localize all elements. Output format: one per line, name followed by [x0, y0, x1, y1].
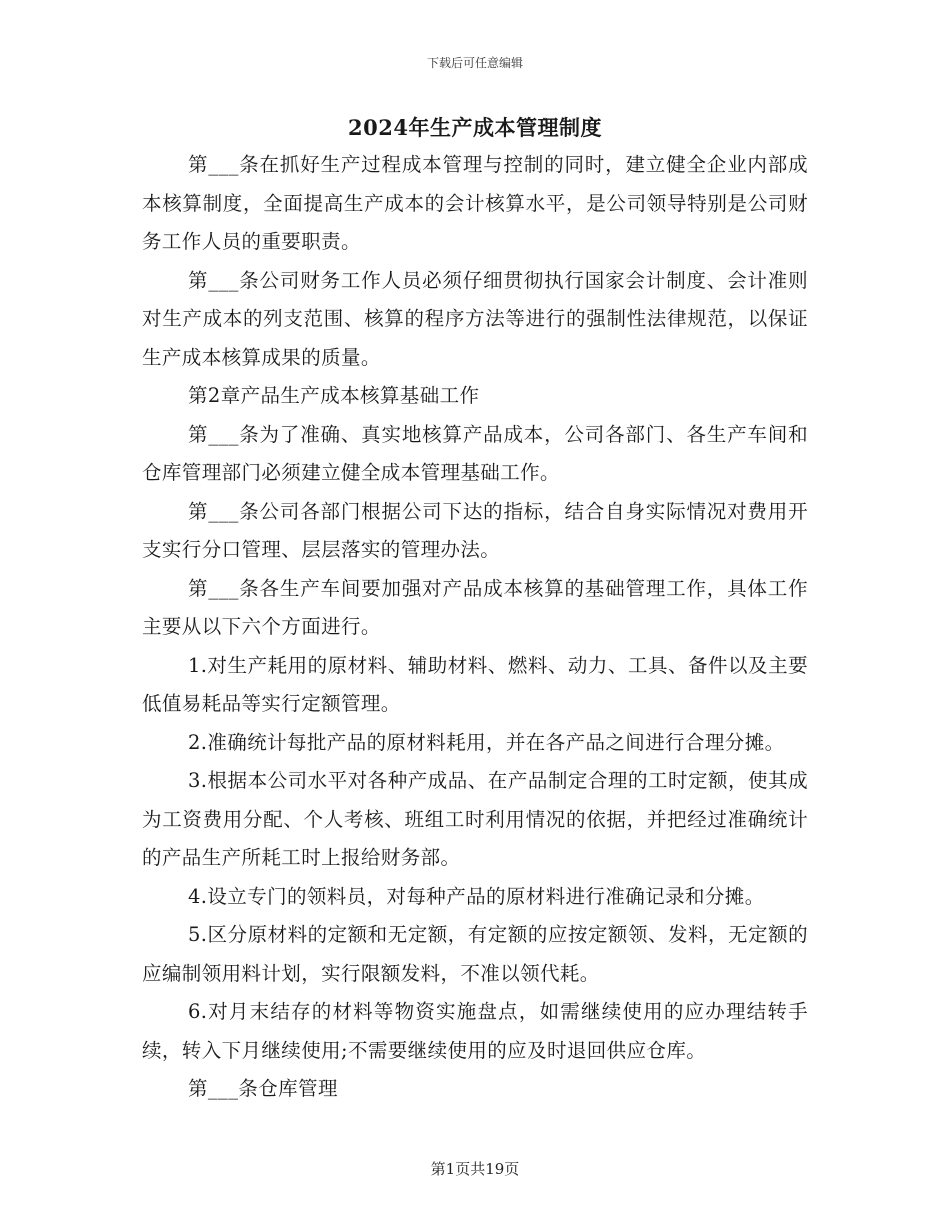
paragraph: 第___条仓库管理: [188, 1077, 338, 1100]
document-body: [142, 146, 808, 1109]
list-item: 2.准确统计每批产品的原材料耗用，并在各产品之间进行合理分摊。: [188, 730, 785, 754]
page-header-note: 下载后可任意编辑: [426, 56, 523, 70]
list-item: 4.设立专门的领料员，对每种产品的原材料进行准确记录和分摊。: [188, 884, 765, 908]
paragraph: 第___条在抓好生产过程成本管理与控制的同时，建立健全企业内部成本核算制度，全面提高生产成本的会计核算水平，是公司领导特别是公司财务工作人员的重要职责。: [142, 153, 808, 253]
paragraph: 第___条为了准确、真实地核算产品成本，公司各部门、各生产车间和仓库管理部门必须建立健全成本管理基础工作。: [142, 422, 808, 484]
paragraph: 第___条公司各部门根据公司下达的指标，结合自身实际情况对费用开支实行分口管理、层层落实的管理办法。: [142, 499, 808, 561]
paragraph: 第___条公司财务工作人员必须仔细贯彻执行国家会计制度、会计准则对生产成本的列支范围、核算的程序方法等进行的强制性法律规范，以保证生产成本核算成果的质量。: [142, 268, 808, 369]
list-item: 1.对生产耗用的原材料、辅助材料、燃料、动力、工具、备件以及主要低值易耗品等实行定额管理。: [142, 653, 808, 715]
list-item: 6.对月末结存的材料等物资实施盘点，如需继续使用的应办理结转手续，转入下月继续使用;不需要继续使用的应及时退回供应仓库。: [142, 1000, 808, 1062]
page-number: 第1页共19页: [430, 1160, 520, 1178]
chapter-heading: 第2章产品生产成本核算基础工作: [188, 384, 480, 407]
paragraph: 第___条各生产车间要加强对产品成本核算的基础管理工作，具体工作主要从以下六个方面进行。: [142, 576, 808, 638]
document-title: 2024年生产成本管理制度: [348, 115, 602, 140]
list-item: 5.区分原材料的定额和无定额，有定额的应按定额领、发料，无定额的应编制领用料计划，实行限额发料，不准以领代耗。: [142, 923, 808, 985]
list-item: 3.根据本公司水平对各种产成品、在产品制定合理的工时定额，使其成为工资费用分配、个人考核、班组工时利用情况的依据，并把经过准确统计的产品生产所耗工时上报给财务部。: [142, 769, 808, 869]
